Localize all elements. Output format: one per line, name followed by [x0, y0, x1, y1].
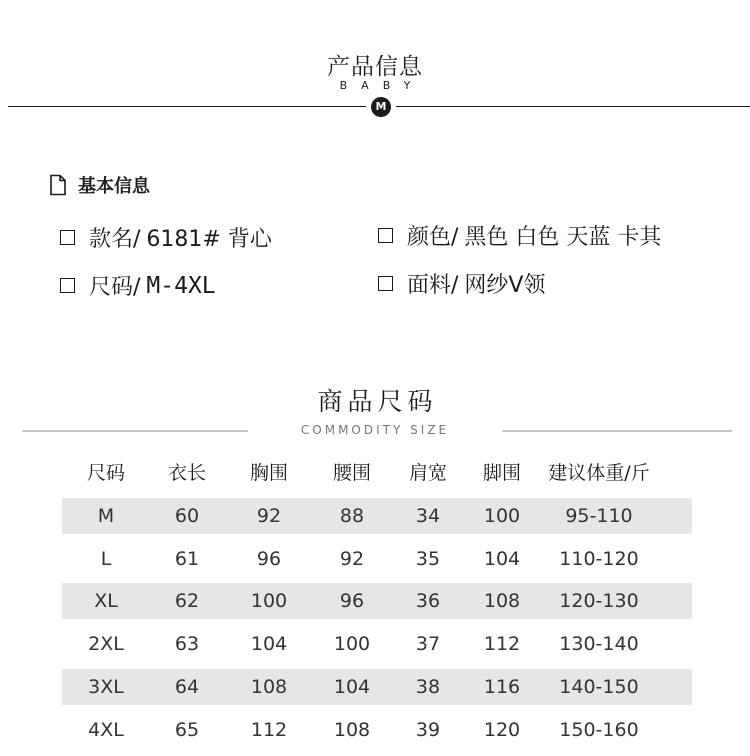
info-item-style: [60, 222, 272, 253]
info-item-size: [60, 270, 216, 301]
table-cell: 104: [333, 675, 371, 698]
table-cell: 39: [415, 718, 441, 741]
table-cell: 116: [483, 675, 521, 698]
table-cell: 96: [339, 590, 365, 613]
table-row: [62, 541, 692, 577]
info-label: 颜色/: [407, 225, 459, 250]
table-cell: 63: [174, 633, 200, 656]
info-value: 网纱V领: [464, 273, 546, 298]
column-header: 衣长: [167, 462, 206, 484]
table-cell: 150-160: [559, 718, 639, 741]
table-row: [62, 626, 692, 662]
checkbox-icon: [378, 276, 393, 291]
table-header-row: [62, 455, 692, 491]
info-label: 款名/: [89, 227, 141, 252]
table-cell: 4XL: [88, 718, 124, 741]
table-cell: 60: [174, 504, 200, 527]
table-cell: 88: [339, 504, 365, 527]
checkbox-icon: [60, 230, 75, 245]
table-row: [62, 712, 692, 748]
table-cell: 64: [174, 675, 200, 698]
table-cell: 38: [415, 675, 441, 698]
table-cell: 34: [415, 504, 441, 527]
basic-info-heading: [48, 172, 150, 198]
table-cell: M: [97, 504, 115, 527]
table-cell: 112: [483, 633, 521, 656]
size-section-subtitle: COMMODITY SIZE: [300, 423, 450, 437]
table-cell: 36: [415, 590, 441, 613]
table-cell: 108: [250, 675, 288, 698]
page-title: 产品信息: [327, 54, 423, 80]
table-cell: 65: [174, 718, 200, 741]
size-table: [62, 455, 692, 755]
info-label: 面料/: [407, 273, 459, 298]
column-header: 腰围: [332, 462, 371, 484]
table-cell: 120: [483, 718, 521, 741]
basic-info-label: 基本信息: [78, 176, 150, 197]
table-cell: 3XL: [88, 675, 124, 698]
table-cell: 110-120: [559, 547, 639, 570]
table-cell: 61: [174, 547, 200, 570]
column-header: 脚围: [482, 462, 521, 484]
info-item-fabric: [378, 268, 545, 299]
column-header: 胸围: [249, 462, 288, 484]
info-value: 黑色 白色 天蓝 卡其: [464, 225, 662, 250]
m-badge: M: [371, 97, 391, 117]
size-divider-right: [502, 430, 732, 432]
table-cell: 92: [339, 547, 365, 570]
table-cell: 96: [256, 547, 282, 570]
info-item-color: [378, 220, 661, 251]
info-label: 尺码/: [89, 275, 141, 300]
table-cell: XL: [94, 590, 118, 613]
table-cell: 112: [250, 718, 288, 741]
table-cell: 108: [333, 718, 371, 741]
divider-right: [396, 106, 750, 107]
document-icon: [48, 174, 68, 196]
table-cell: 62: [174, 590, 200, 613]
table-cell: 100: [250, 590, 288, 613]
info-value: M-4XL: [146, 272, 216, 299]
column-header: 建议体重/斤: [548, 462, 650, 484]
table-cell: 108: [483, 590, 521, 613]
table-cell: 2XL: [88, 633, 124, 656]
size-section-title: 商品尺码: [317, 387, 438, 416]
table-row: [62, 669, 692, 705]
table-cell: 37: [415, 633, 441, 656]
page-subtitle: BABY: [339, 79, 425, 92]
divider-left: [8, 106, 366, 107]
checkbox-icon: [60, 278, 75, 293]
info-value: 6181# 背心: [146, 227, 272, 252]
table-row: [62, 498, 692, 534]
table-cell: 95-110: [565, 504, 633, 527]
column-header: 尺码: [86, 462, 125, 484]
table-cell: 140-150: [559, 675, 639, 698]
table-cell: 104: [483, 547, 521, 570]
table-cell: L: [100, 547, 112, 570]
checkbox-icon: [378, 228, 393, 243]
table-cell: 92: [256, 504, 282, 527]
table-cell: 104: [250, 633, 288, 656]
table-cell: 130-140: [559, 633, 639, 656]
table-cell: 100: [333, 633, 371, 656]
table-cell: 100: [483, 504, 521, 527]
table-row: [62, 583, 692, 619]
table-cell: 120-130: [559, 590, 639, 613]
column-header: 肩宽: [408, 462, 447, 484]
table-cell: 35: [415, 547, 441, 570]
